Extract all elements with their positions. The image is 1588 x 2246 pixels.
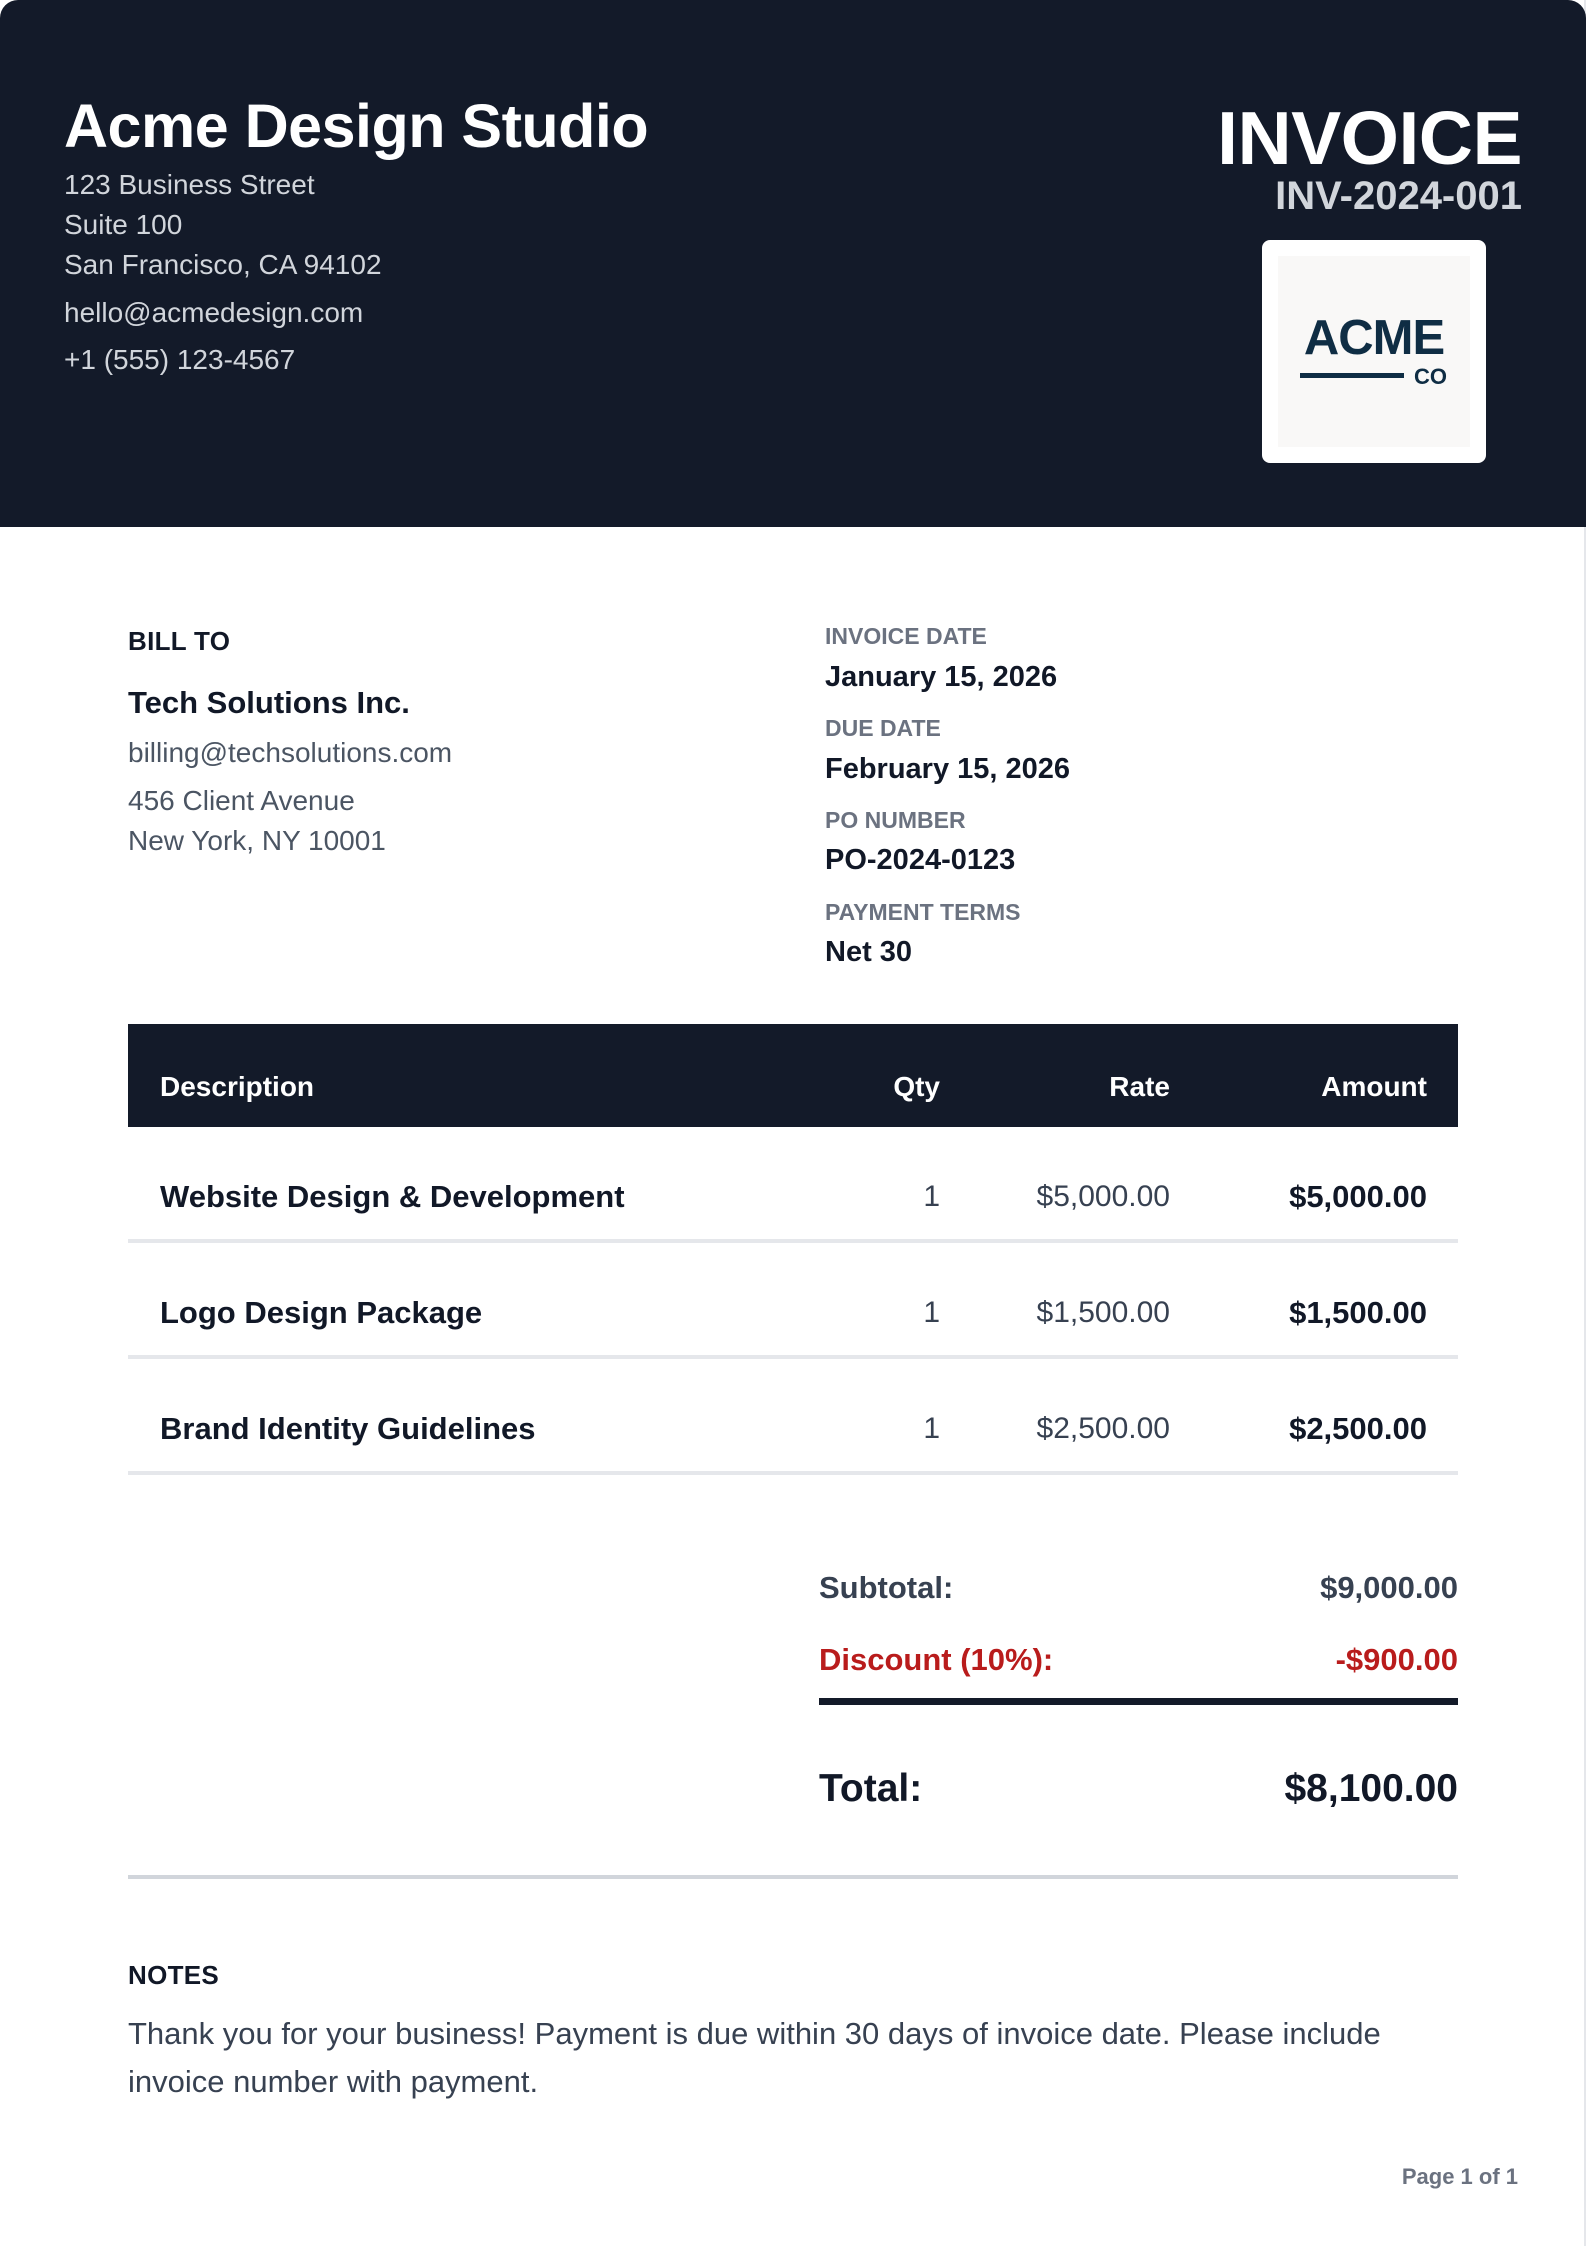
- item-rate: $2,500.00: [1036, 1412, 1170, 1445]
- company-address-line3: San Francisco, CA 94102: [64, 249, 382, 280]
- discount-value: -$900.00: [1335, 1642, 1458, 1677]
- due-date-label: DUE DATE: [825, 715, 941, 741]
- column-header-rate: Rate: [1109, 1071, 1170, 1102]
- table-row: [128, 1127, 1458, 1243]
- invoice-header: [0, 0, 1586, 527]
- payment-terms-label: PAYMENT TERMS: [825, 899, 1021, 925]
- item-amount: $1,500.00: [1289, 1295, 1427, 1330]
- payment-terms-value: Net 30: [825, 936, 913, 968]
- client-email: billing@techsolutions.com: [128, 737, 453, 768]
- item-amount: $5,000.00: [1289, 1179, 1427, 1214]
- invoice-date-label: INVOICE DATE: [825, 623, 987, 649]
- client-address-line1: 456 Client Avenue: [128, 785, 355, 816]
- item-description: Logo Design Package: [160, 1295, 483, 1330]
- due-date-value: February 15, 2026: [825, 753, 1071, 785]
- acme-logo-icon: [1278, 256, 1470, 447]
- item-description: Brand Identity Guidelines: [160, 1411, 536, 1446]
- invoice-title: INVOICE: [1217, 96, 1522, 180]
- page-number: Page 1 of 1: [1401, 2164, 1518, 2189]
- subtotal-row: [819, 1570, 1458, 1606]
- item-description: Website Design & Development: [160, 1179, 625, 1214]
- company-email: hello@acmedesign.com: [64, 297, 364, 328]
- item-qty: 1: [923, 1296, 940, 1329]
- subtotal-label: Subtotal:: [819, 1570, 954, 1605]
- client-address-line2: New York, NY 10001: [128, 825, 386, 856]
- column-header-qty: Qty: [893, 1071, 940, 1102]
- po-number-value: PO-2024-0123: [825, 844, 1016, 876]
- discount-label: Discount (10%):: [819, 1642, 1054, 1677]
- table-row: [128, 1359, 1458, 1475]
- company-phone: +1 (555) 123-4567: [64, 344, 296, 375]
- po-number-label: PO NUMBER: [825, 807, 966, 833]
- invoice-number: INV-2024-001: [1275, 174, 1522, 218]
- logo-image: [1278, 256, 1470, 447]
- svg-text:CO: CO: [1414, 364, 1447, 389]
- discount-row: [819, 1642, 1458, 1678]
- company-address-line2: Suite 100: [64, 209, 183, 240]
- column-header-description: Description: [160, 1071, 315, 1102]
- subtotal-value: $9,000.00: [1320, 1570, 1458, 1605]
- company-logo: [1262, 240, 1486, 463]
- client-name: Tech Solutions Inc.: [128, 685, 410, 720]
- bill-to-label: BILL TO: [128, 626, 231, 656]
- item-qty: 1: [923, 1412, 940, 1445]
- line-items-table: [128, 1024, 1458, 1475]
- total-row: [819, 1767, 1458, 1811]
- svg-text:ACME: ACME: [1303, 311, 1445, 365]
- item-amount: $2,500.00: [1289, 1411, 1427, 1446]
- section-divider: [128, 1875, 1458, 1879]
- company-address-line1: 123 Business Street: [64, 169, 315, 200]
- notes-label: NOTES: [128, 1960, 220, 1990]
- table-header: [128, 1024, 1458, 1127]
- table-row: [128, 1243, 1458, 1359]
- total-label: Total:: [819, 1767, 923, 1810]
- item-rate: $1,500.00: [1036, 1296, 1170, 1329]
- item-qty: 1: [923, 1180, 940, 1213]
- totals-rule: [819, 1698, 1458, 1705]
- column-header-amount: Amount: [1321, 1071, 1427, 1102]
- totals-summary: [819, 1570, 1458, 1811]
- company-name: Acme Design Studio: [64, 92, 649, 160]
- invoice-date-value: January 15, 2026: [825, 661, 1058, 693]
- item-rate: $5,000.00: [1036, 1180, 1170, 1213]
- notes-text: Thank you for your business! Payment is due within 30 days of invoice date. Please include invoice number with payment.: [128, 2016, 1381, 2099]
- total-value: $8,100.00: [1284, 1767, 1458, 1810]
